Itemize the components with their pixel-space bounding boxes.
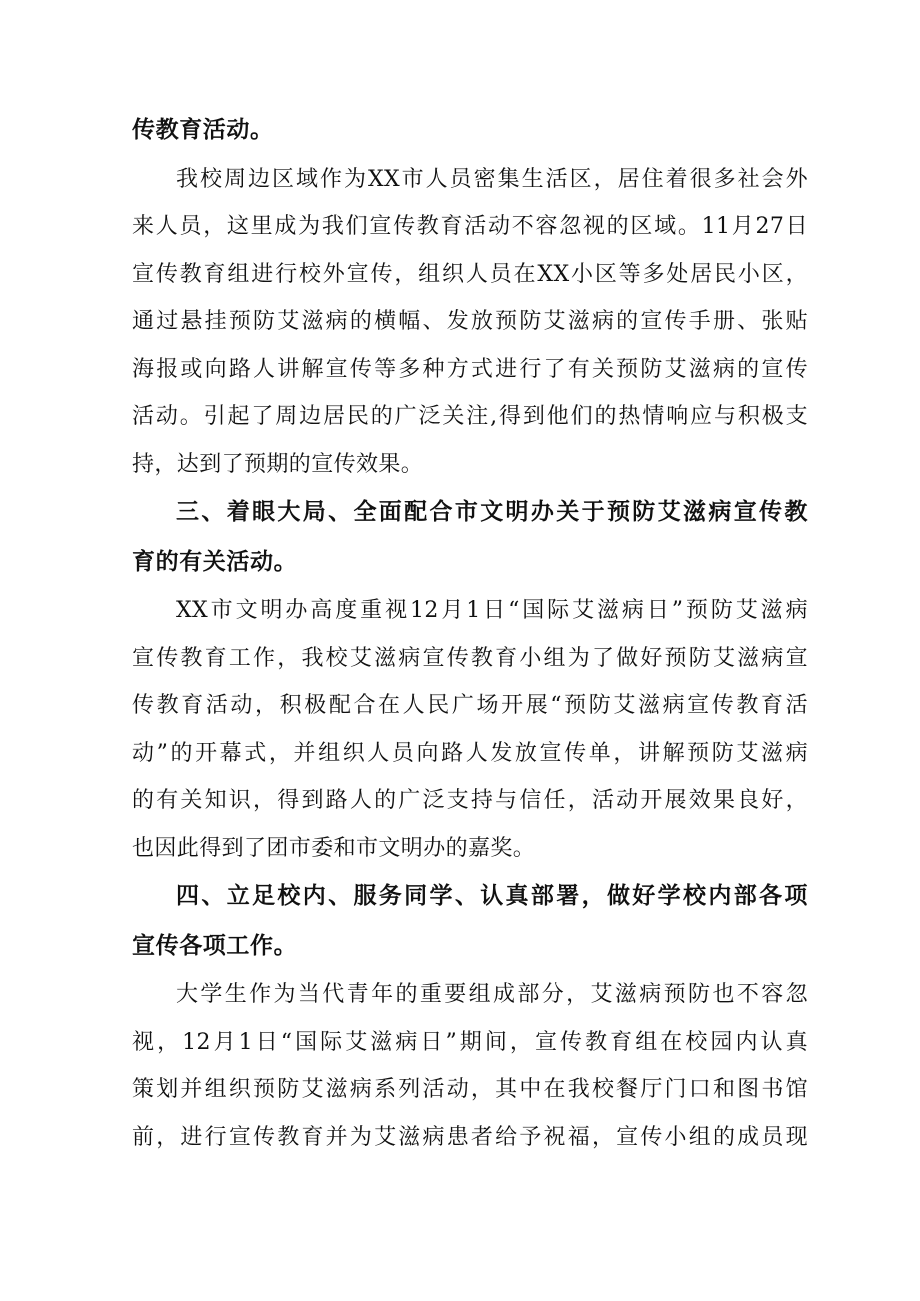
section-heading-3: 育的有关活动。: [132, 548, 298, 575]
paragraph-line: 的有关知识，得到路人的广泛支持与信任，活动开展效果良好，: [132, 788, 808, 813]
paragraph-line: 传教育活动，积极配合在人民广场开展“预防艾滋病宣传教育活: [132, 693, 808, 718]
paragraph-line: 宣传教育组进行校外宣传，组织人员在XX小区等多处居民小区，: [132, 261, 808, 287]
paragraph-line: 海报或向路人讲解宣传等多种方式进行了有关预防艾滋病的宣传: [132, 356, 808, 382]
paragraph-line: 前，进行宣传教育并为艾滋病患者给予祝福，宣传小组的成员现: [132, 1124, 808, 1150]
paragraph-line: 策划并组织预防艾滋病系列活动，其中在我校餐厅门口和图书馆: [132, 1077, 808, 1102]
heading-2-continuation: 传教育活动。: [132, 117, 274, 143]
paragraph-line: 宣传教育工作，我校艾滋病宣传教育小组为了做好预防艾滋病宣: [132, 645, 808, 671]
paragraph-line: 动”的开幕式，并组织人员向路人发放宣传单，讲解预防艾滋病: [132, 740, 808, 766]
document-body: [132, 106, 808, 1161]
paragraph-line: 视，12月1日“国际艾滋病日”期间，宣传教育组在校园内认真: [132, 1029, 808, 1055]
paragraph-line: 也因此得到了团市委和市文明办的嘉奖。: [132, 835, 536, 861]
section-heading-3: 三、着眼大局、全面配合市文明办关于预防艾滋病宣传教: [176, 499, 808, 525]
paragraph-line: 来人员，这里成为我们宣传教育活动不容忽视的区域。11月27日: [132, 214, 808, 239]
paragraph-line: 大学生作为当代青年的重要组成部分，艾滋病预防也不容忽: [176, 982, 808, 1007]
paragraph-line: 持，达到了预期的宣传效果。: [132, 451, 424, 477]
section-heading-4: 四、立足校内、服务同学、认真部署，做好学校内部各项: [176, 883, 808, 909]
section-heading-4: 宣传各项工作。: [132, 932, 298, 959]
paragraph-line: 我校周边区域作为XX市人员密集生活区，居住着很多社会外: [176, 166, 808, 192]
paragraph-line: 活动。引起了周边居民的广泛关注,得到他们的热情响应与积极支: [132, 404, 808, 429]
paragraph-line: 通过悬挂预防艾滋病的横幅、发放预防艾滋病的宣传手册、张贴: [132, 309, 808, 334]
paragraph-line: XX市文明办高度重视12月1日“国际艾滋病日”预防艾滋病: [176, 598, 808, 623]
